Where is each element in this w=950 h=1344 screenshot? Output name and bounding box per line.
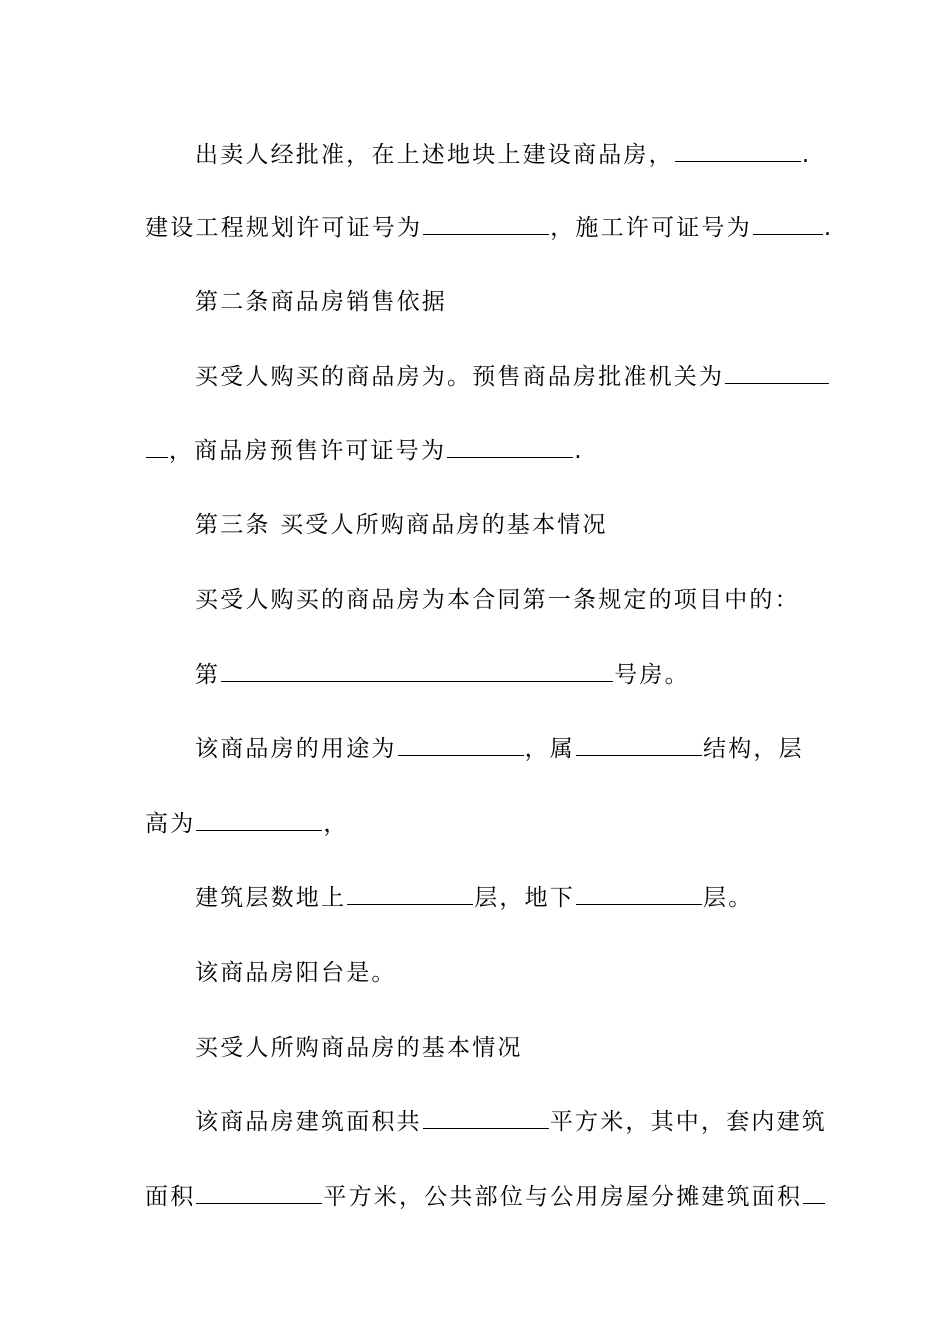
blank-field — [347, 884, 473, 905]
text: 号房。 — [614, 662, 690, 688]
blank-field — [423, 214, 549, 235]
paragraph-presale-permit — [145, 437, 584, 465]
text: 平方米，公共部位与公用房屋分摊建筑面积 — [323, 1184, 803, 1210]
text: 买受人购买的商品房为。预售商品房批准机关为 — [195, 364, 725, 390]
paragraph-floor-count — [195, 884, 753, 912]
paragraph-room-number — [195, 661, 690, 689]
text: ，商品房预售许可证号为 — [169, 438, 447, 464]
paragraph-usage-structure — [195, 735, 804, 763]
blank-field — [423, 1108, 549, 1129]
text: ，属 — [524, 736, 576, 762]
blank-field — [725, 363, 829, 384]
text: 第 — [195, 662, 221, 688]
text: 第三条 买受人所购商品房的基本情况 — [195, 512, 608, 538]
blank-field — [398, 735, 524, 756]
text: ， — [323, 811, 349, 837]
text: 第二条商品房销售依据 — [195, 289, 447, 315]
text: 出卖人经批准，在上述地块上建设商品房， — [195, 142, 674, 168]
paragraph-balcony — [195, 959, 397, 987]
text: ，施工许可证号为 — [550, 215, 752, 241]
heading-basic-info — [195, 1034, 523, 1062]
blank-field — [576, 884, 702, 905]
text: 买受人所购商品房的基本情况 — [195, 1035, 523, 1061]
text: 层。 — [703, 885, 754, 911]
blank-field — [196, 810, 322, 831]
paragraph-construction-approval — [195, 141, 811, 169]
heading-article-2 — [195, 288, 447, 316]
text: 面积 — [145, 1184, 196, 1210]
blank-field — [753, 214, 823, 235]
text: . — [823, 215, 834, 241]
blank-field — [803, 1183, 825, 1204]
text: 层，地下 — [474, 885, 576, 911]
text: 建设工程规划许可证号为 — [145, 215, 423, 241]
paragraph-floor-height — [145, 810, 349, 838]
blank-field — [447, 437, 573, 458]
text: 买受人购买的商品房为本合同第一条规定的项目中的： — [195, 587, 800, 613]
text: 该商品房建筑面积共 — [195, 1109, 422, 1135]
text: . — [801, 142, 812, 168]
text: 平方米，其中，套内建筑 — [549, 1109, 828, 1135]
text: 结构，层 — [703, 736, 804, 762]
text: 建筑层数地上 — [195, 885, 347, 911]
paragraph-building-area — [195, 1108, 827, 1136]
blank-field — [146, 437, 168, 458]
heading-article-3 — [195, 511, 608, 539]
blank-field — [196, 1183, 322, 1204]
paragraph-project-item — [195, 586, 800, 614]
blank-field — [221, 661, 613, 682]
paragraph-presale-authority — [195, 363, 830, 391]
blank-field — [675, 141, 801, 162]
text: 该商品房阳台是。 — [195, 960, 397, 986]
text: 该商品房的用途为 — [195, 736, 397, 762]
text: . — [574, 438, 584, 464]
paragraph-inner-area — [145, 1183, 826, 1211]
blank-field — [576, 735, 702, 756]
text: 高为 — [145, 811, 196, 837]
paragraph-permit-numbers — [145, 214, 833, 242]
